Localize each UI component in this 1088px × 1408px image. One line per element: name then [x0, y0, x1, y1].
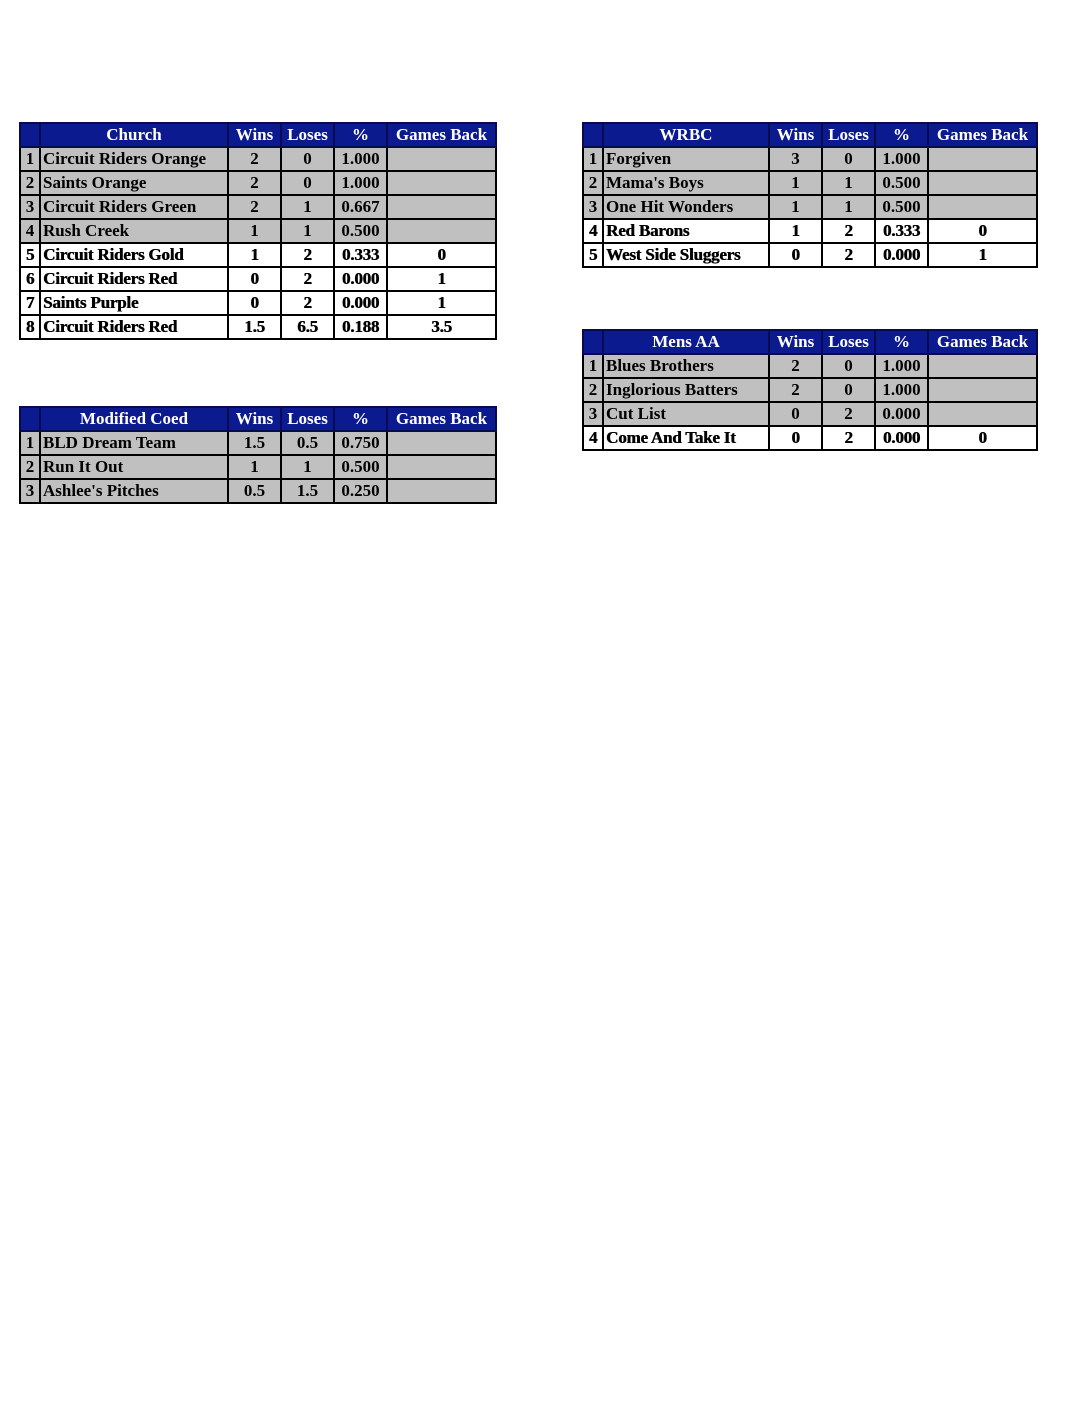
rank-cell: 2 — [583, 378, 603, 402]
wins-cell: 0 — [228, 267, 281, 291]
header-games-back: Games Back — [928, 123, 1037, 147]
wins-cell: 0.5 — [228, 479, 281, 503]
division-title: Church — [40, 123, 228, 147]
table-row — [583, 171, 1037, 195]
team-name-cell: Circuit Riders Red — [40, 315, 228, 339]
wins-cell: 0 — [769, 426, 822, 450]
division-title: WRBC — [603, 123, 769, 147]
wins-cell: 0 — [769, 243, 822, 267]
team-name-cell: Circuit Riders Green — [40, 195, 228, 219]
loses-cell: 1 — [822, 195, 875, 219]
team-name-cell: Circuit Riders Red — [40, 267, 228, 291]
team-name-cell: Circuit Riders Gold — [40, 243, 228, 267]
wins-cell: 0 — [228, 291, 281, 315]
table-header — [20, 407, 496, 431]
games-back-cell: 0 — [928, 219, 1037, 243]
rank-cell: 3 — [20, 195, 40, 219]
team-name-cell: Mama's Boys — [603, 171, 769, 195]
table-row — [583, 426, 1037, 450]
wins-cell: 1 — [228, 455, 281, 479]
loses-cell: 0 — [281, 147, 334, 171]
rank-cell: 3 — [20, 479, 40, 503]
header-games-back: Games Back — [387, 407, 496, 431]
rank-cell: 8 — [20, 315, 40, 339]
wrbc-standings-table — [582, 122, 1038, 268]
header-wins: Wins — [769, 330, 822, 354]
header-loses: Loses — [281, 123, 334, 147]
pct-cell: 1.000 — [875, 378, 928, 402]
table-header — [20, 123, 496, 147]
team-name-cell: Inglorious Batters — [603, 378, 769, 402]
table-row — [20, 147, 496, 171]
wins-cell: 1.5 — [228, 315, 281, 339]
wins-cell: 2 — [769, 378, 822, 402]
pct-cell: 0.250 — [334, 479, 387, 503]
rank-cell: 2 — [583, 171, 603, 195]
games-back-cell — [928, 195, 1037, 219]
header-loses: Loses — [822, 123, 875, 147]
games-back-cell: 0 — [928, 426, 1037, 450]
table-row — [583, 354, 1037, 378]
division-title: Modified Coed — [40, 407, 228, 431]
pct-cell: 0.000 — [334, 291, 387, 315]
team-name-cell: West Side Sluggers — [603, 243, 769, 267]
pct-cell: 0.000 — [875, 426, 928, 450]
loses-cell: 6.5 — [281, 315, 334, 339]
table-row — [20, 219, 496, 243]
games-back-cell — [928, 378, 1037, 402]
wins-cell: 1.5 — [228, 431, 281, 455]
rank-cell: 7 — [20, 291, 40, 315]
header-games-back: Games Back — [387, 123, 496, 147]
loses-cell: 1 — [281, 219, 334, 243]
team-name-cell: Ashlee's Pitches — [40, 479, 228, 503]
pct-cell: 0.500 — [875, 195, 928, 219]
pct-cell: 1.000 — [334, 171, 387, 195]
games-back-cell: 0 — [387, 243, 496, 267]
loses-cell: 0 — [822, 147, 875, 171]
header-pct: % — [875, 123, 928, 147]
header-wins: Wins — [228, 123, 281, 147]
rank-cell: 6 — [20, 267, 40, 291]
pct-cell: 0.500 — [875, 171, 928, 195]
header-loses: Loses — [822, 330, 875, 354]
header-rank — [583, 330, 603, 354]
games-back-cell — [928, 402, 1037, 426]
church-standings-table — [19, 122, 497, 340]
games-back-cell — [387, 147, 496, 171]
wins-cell: 2 — [769, 354, 822, 378]
loses-cell: 2 — [822, 402, 875, 426]
team-name-cell: Red Barons — [603, 219, 769, 243]
division-title: Mens AA — [603, 330, 769, 354]
wins-cell: 1 — [228, 243, 281, 267]
table-body — [583, 354, 1037, 450]
rank-cell: 1 — [583, 147, 603, 171]
loses-cell: 2 — [281, 291, 334, 315]
loses-cell: 1 — [281, 195, 334, 219]
loses-cell: 2 — [822, 219, 875, 243]
games-back-cell — [928, 147, 1037, 171]
games-back-cell — [387, 219, 496, 243]
rank-cell: 5 — [20, 243, 40, 267]
table-row — [583, 195, 1037, 219]
table-row — [20, 267, 496, 291]
wins-cell: 2 — [228, 195, 281, 219]
games-back-cell — [928, 354, 1037, 378]
loses-cell: 2 — [822, 243, 875, 267]
pct-cell: 0.000 — [875, 402, 928, 426]
pct-cell: 0.188 — [334, 315, 387, 339]
loses-cell: 0.5 — [281, 431, 334, 455]
team-name-cell: Saints Orange — [40, 171, 228, 195]
pct-cell: 1.000 — [334, 147, 387, 171]
rank-cell: 5 — [583, 243, 603, 267]
table-row — [20, 171, 496, 195]
pct-cell: 0.750 — [334, 431, 387, 455]
rank-cell: 4 — [583, 426, 603, 450]
header-loses: Loses — [281, 407, 334, 431]
wins-cell: 1 — [228, 219, 281, 243]
wins-cell: 2 — [228, 171, 281, 195]
loses-cell: 0 — [822, 354, 875, 378]
table-row — [583, 378, 1037, 402]
games-back-cell — [387, 479, 496, 503]
games-back-cell — [387, 171, 496, 195]
table-row — [20, 431, 496, 455]
header-rank — [20, 407, 40, 431]
rank-cell: 4 — [583, 219, 603, 243]
mens-aa-standings-table — [582, 329, 1038, 451]
team-name-cell: One Hit Wonders — [603, 195, 769, 219]
rank-cell: 1 — [583, 354, 603, 378]
table-header — [583, 123, 1037, 147]
wins-cell: 3 — [769, 147, 822, 171]
table-body — [20, 147, 496, 339]
loses-cell: 1.5 — [281, 479, 334, 503]
pct-cell: 1.000 — [875, 147, 928, 171]
rank-cell: 3 — [583, 402, 603, 426]
games-back-cell: 1 — [928, 243, 1037, 267]
team-name-cell: Blues Brothers — [603, 354, 769, 378]
pct-cell: 0.500 — [334, 219, 387, 243]
loses-cell: 1 — [281, 455, 334, 479]
header-wins: Wins — [228, 407, 281, 431]
header-pct: % — [334, 123, 387, 147]
wins-cell: 1 — [769, 219, 822, 243]
table-row — [20, 455, 496, 479]
table-body — [583, 147, 1037, 267]
games-back-cell: 1 — [387, 267, 496, 291]
header-pct: % — [875, 330, 928, 354]
rank-cell: 4 — [20, 219, 40, 243]
table-row — [583, 219, 1037, 243]
rank-cell: 2 — [20, 455, 40, 479]
loses-cell: 0 — [822, 378, 875, 402]
header-rank — [20, 123, 40, 147]
team-name-cell: Come And Take It — [603, 426, 769, 450]
loses-cell: 2 — [281, 243, 334, 267]
team-name-cell: BLD Dream Team — [40, 431, 228, 455]
header-games-back: Games Back — [928, 330, 1037, 354]
modified-coed-standings-table — [19, 406, 497, 504]
team-name-cell: Cut List — [603, 402, 769, 426]
table-row — [20, 479, 496, 503]
pct-cell: 0.333 — [334, 243, 387, 267]
games-back-cell — [387, 431, 496, 455]
rank-cell: 2 — [20, 171, 40, 195]
rank-cell: 1 — [20, 147, 40, 171]
loses-cell: 2 — [822, 426, 875, 450]
table-row — [20, 291, 496, 315]
header-wins: Wins — [769, 123, 822, 147]
pct-cell: 1.000 — [875, 354, 928, 378]
games-back-cell: 3.5 — [387, 315, 496, 339]
wins-cell: 1 — [769, 171, 822, 195]
games-back-cell — [928, 171, 1037, 195]
header-pct: % — [334, 407, 387, 431]
pct-cell: 0.500 — [334, 455, 387, 479]
table-row — [583, 147, 1037, 171]
wins-cell: 0 — [769, 402, 822, 426]
header-rank — [583, 123, 603, 147]
pct-cell: 0.000 — [334, 267, 387, 291]
games-back-cell — [387, 455, 496, 479]
wins-cell: 2 — [228, 147, 281, 171]
loses-cell: 2 — [281, 267, 334, 291]
table-row — [583, 243, 1037, 267]
table-row — [20, 315, 496, 339]
team-name-cell: Circuit Riders Orange — [40, 147, 228, 171]
table-row — [583, 402, 1037, 426]
team-name-cell: Rush Creek — [40, 219, 228, 243]
loses-cell: 0 — [281, 171, 334, 195]
pct-cell: 0.333 — [875, 219, 928, 243]
pct-cell: 0.667 — [334, 195, 387, 219]
table-body — [20, 431, 496, 503]
team-name-cell: Run It Out — [40, 455, 228, 479]
games-back-cell — [387, 195, 496, 219]
team-name-cell: Saints Purple — [40, 291, 228, 315]
rank-cell: 3 — [583, 195, 603, 219]
wins-cell: 1 — [769, 195, 822, 219]
team-name-cell: Forgiven — [603, 147, 769, 171]
table-header — [583, 330, 1037, 354]
loses-cell: 1 — [822, 171, 875, 195]
table-row — [20, 243, 496, 267]
games-back-cell: 1 — [387, 291, 496, 315]
pct-cell: 0.000 — [875, 243, 928, 267]
rank-cell: 1 — [20, 431, 40, 455]
table-row — [20, 195, 496, 219]
